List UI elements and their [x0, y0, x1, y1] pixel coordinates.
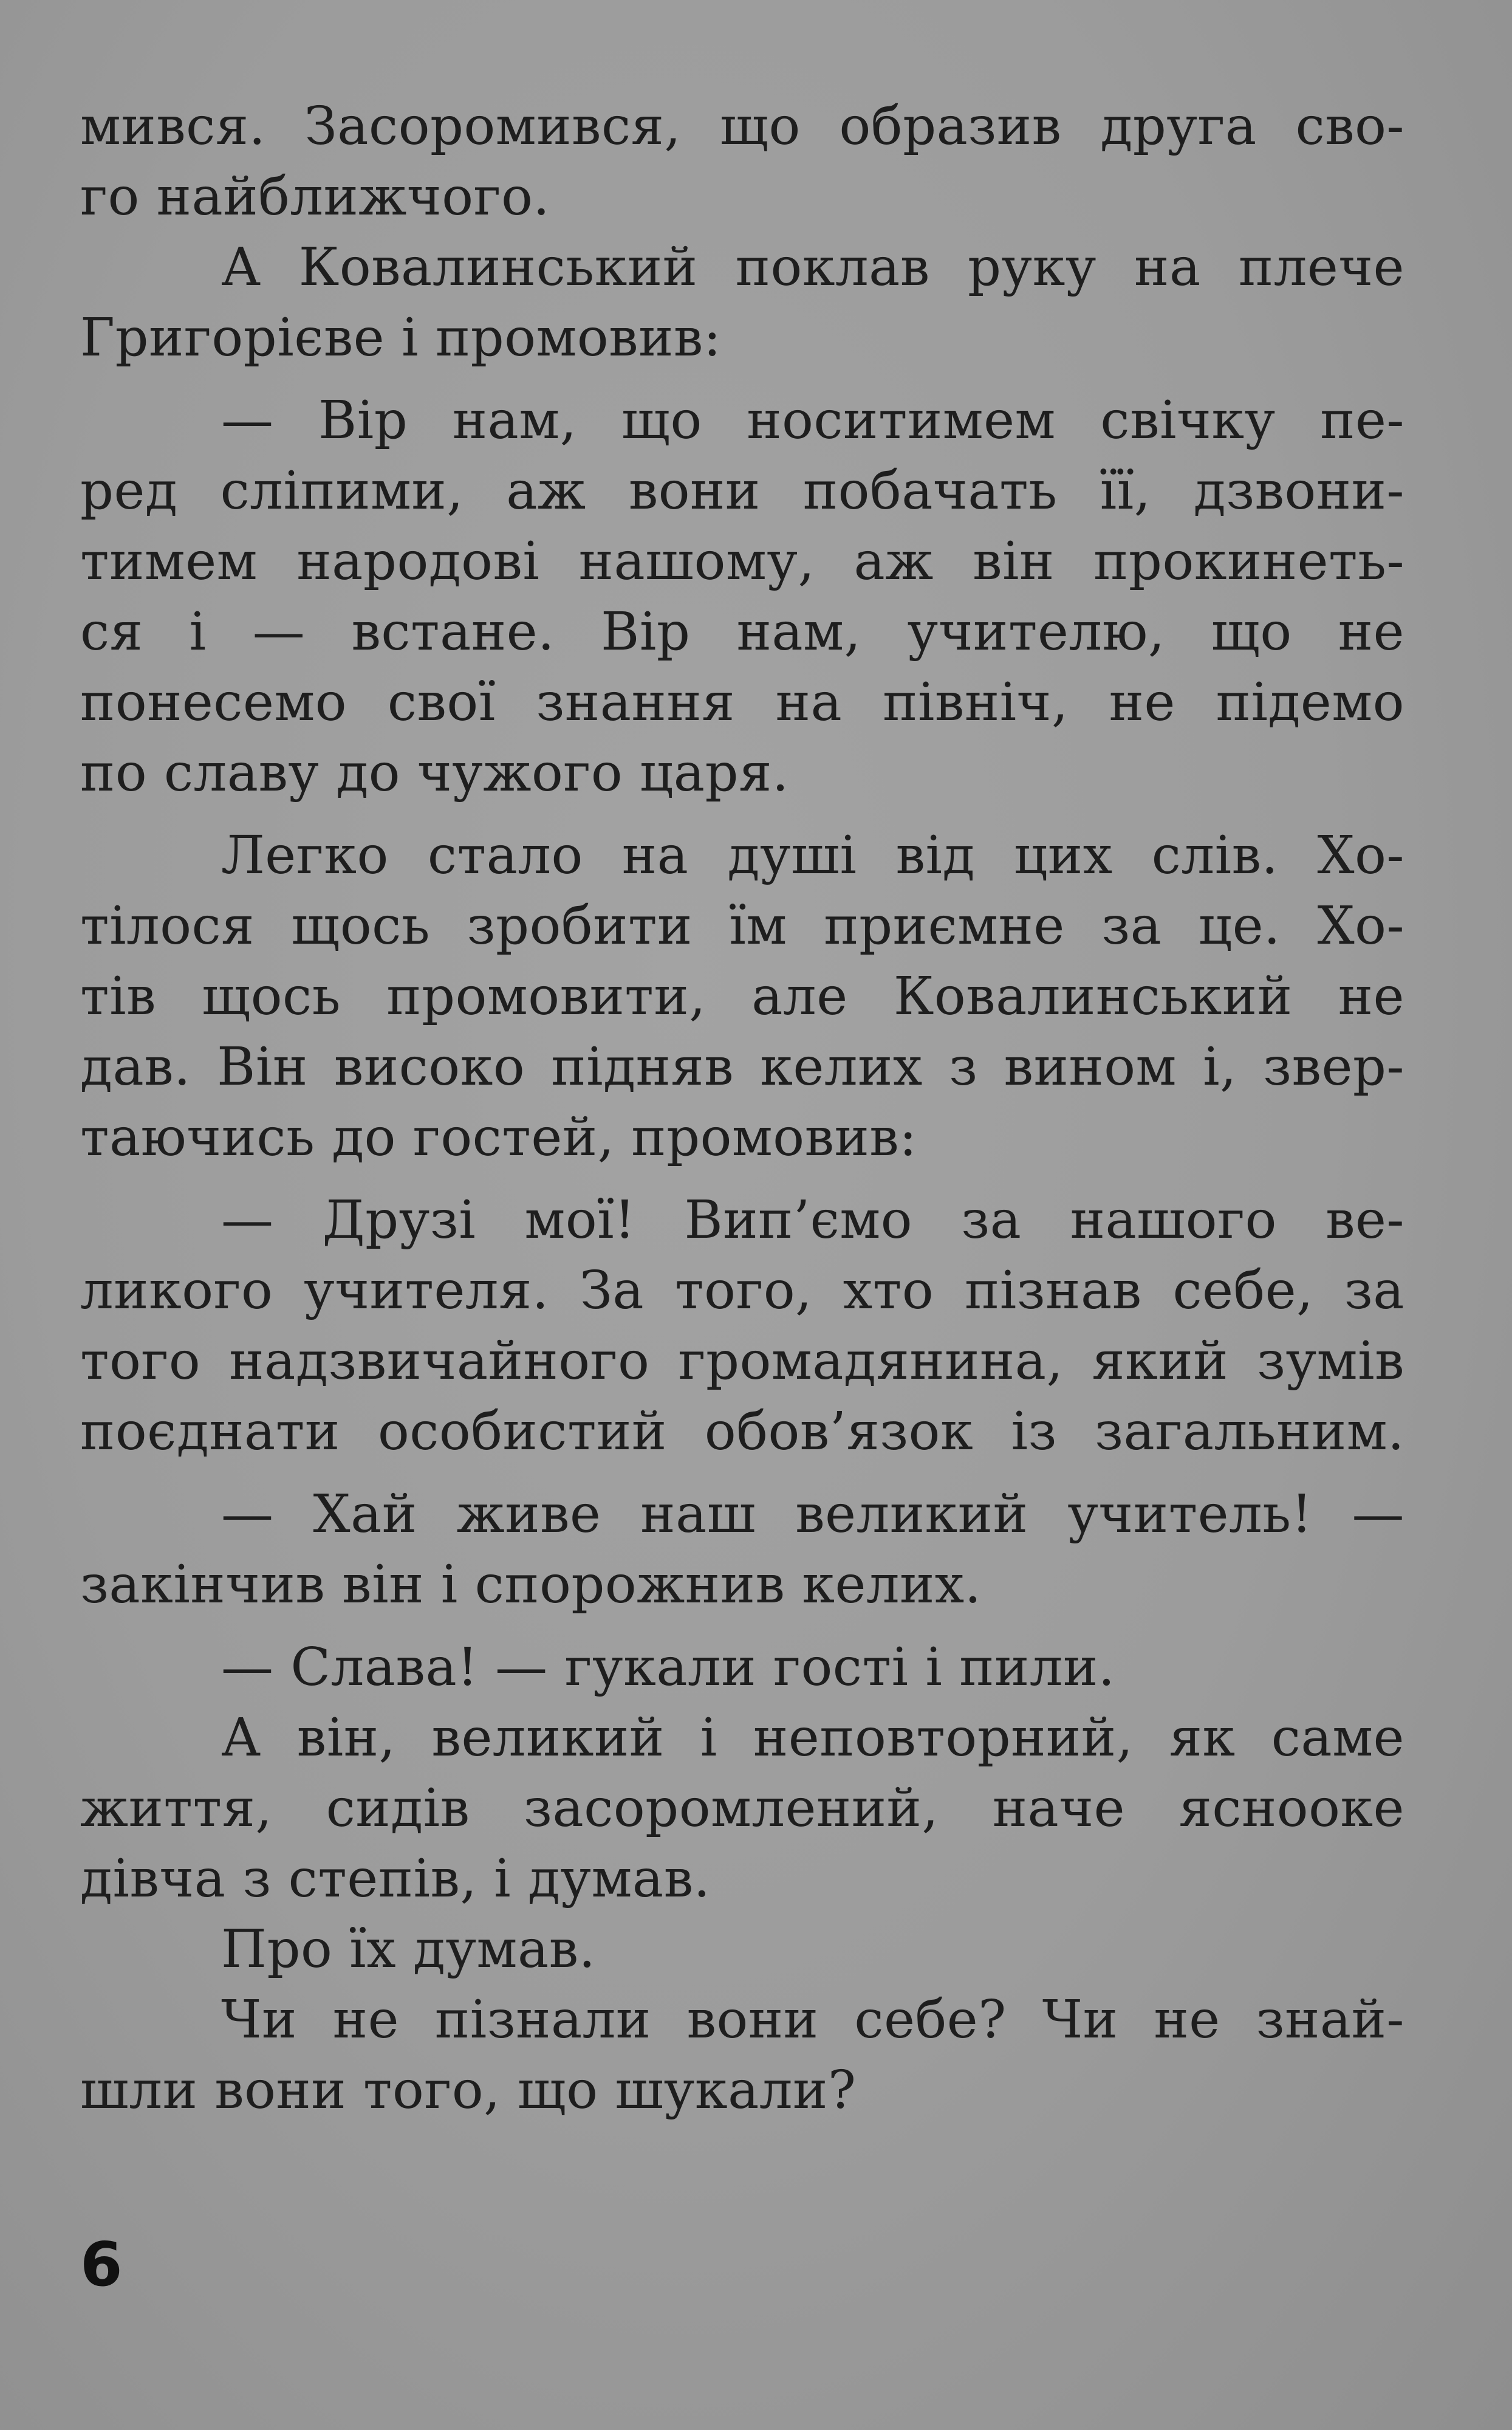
text-line: закінчив він і спорожнив келих.	[80, 1554, 982, 1615]
paragraph-gap	[80, 1620, 1404, 1632]
text-line: поєднати особистий обов’язок із загальним.	[80, 1401, 1404, 1462]
paragraph-gap	[80, 373, 1404, 385]
text-line: шли вони того, що шукали?	[80, 2060, 857, 2121]
text-line: тілося щось зробити їм приємне за це. Хо-	[80, 896, 1404, 956]
text-line: того надзвичайного громадянина, який зумів	[80, 1331, 1404, 1392]
page-number: 6	[80, 2229, 123, 2300]
text-line: А Ковалинський поклав руку на плече	[221, 237, 1404, 298]
text-line: — Друзі мої! Вип’ємо за нашого ве-	[221, 1190, 1404, 1251]
text-line: дав. Він високо підняв келих з вином і, звер-	[80, 1037, 1404, 1097]
text-line: — Вір нам, що носитимем свічку пе-	[221, 390, 1404, 451]
text-line: тимем народові нашому, аж він прокинеть-	[80, 531, 1404, 592]
paragraph-gap	[80, 808, 1404, 820]
text-line: — Хай живе наш великий учитель! —	[221, 1484, 1404, 1545]
text-line: го найближчого.	[80, 166, 550, 227]
text-line: — Слава! — гукали гості і пили.	[221, 1637, 1115, 1698]
text-line: понесемо свої знання на північ, не підемо	[80, 672, 1404, 733]
text-line: тів щось промовити, але Ковалинський не	[80, 966, 1404, 1027]
text-line: ред сліпими, аж вони побачать її, дзвони-	[80, 461, 1404, 521]
text-line: А він, великий і неповторний, як саме	[221, 1708, 1404, 1768]
text-line: Чи не пізнали вони себе? Чи не знай-	[221, 1989, 1404, 2050]
text-line: Про їх думав.	[221, 1919, 596, 1980]
paragraph-gap	[80, 1173, 1404, 1185]
text-line: ся і — встане. Вір нам, учителю, що не	[80, 602, 1404, 662]
text-line: ликого учителя. За того, хто пізнав себе, за	[80, 1260, 1404, 1321]
text-line: Григорієве і промовив:	[80, 307, 722, 368]
text-line: таючись до гостей, промовив:	[80, 1107, 917, 1168]
page-text	[80, 91, 1404, 2126]
paragraph-gap	[80, 1467, 1404, 1479]
text-line: Легко стало на душі від цих слів. Хо-	[221, 825, 1404, 886]
text-line: дівча з степів, і думав.	[80, 1848, 711, 1909]
text-line: по славу до чужого царя.	[80, 743, 789, 803]
text-line: мився. Засоромився, що образив друга сво-	[80, 96, 1404, 157]
text-line: життя, сидів засоромлений, наче ясноокe	[80, 1778, 1404, 1839]
